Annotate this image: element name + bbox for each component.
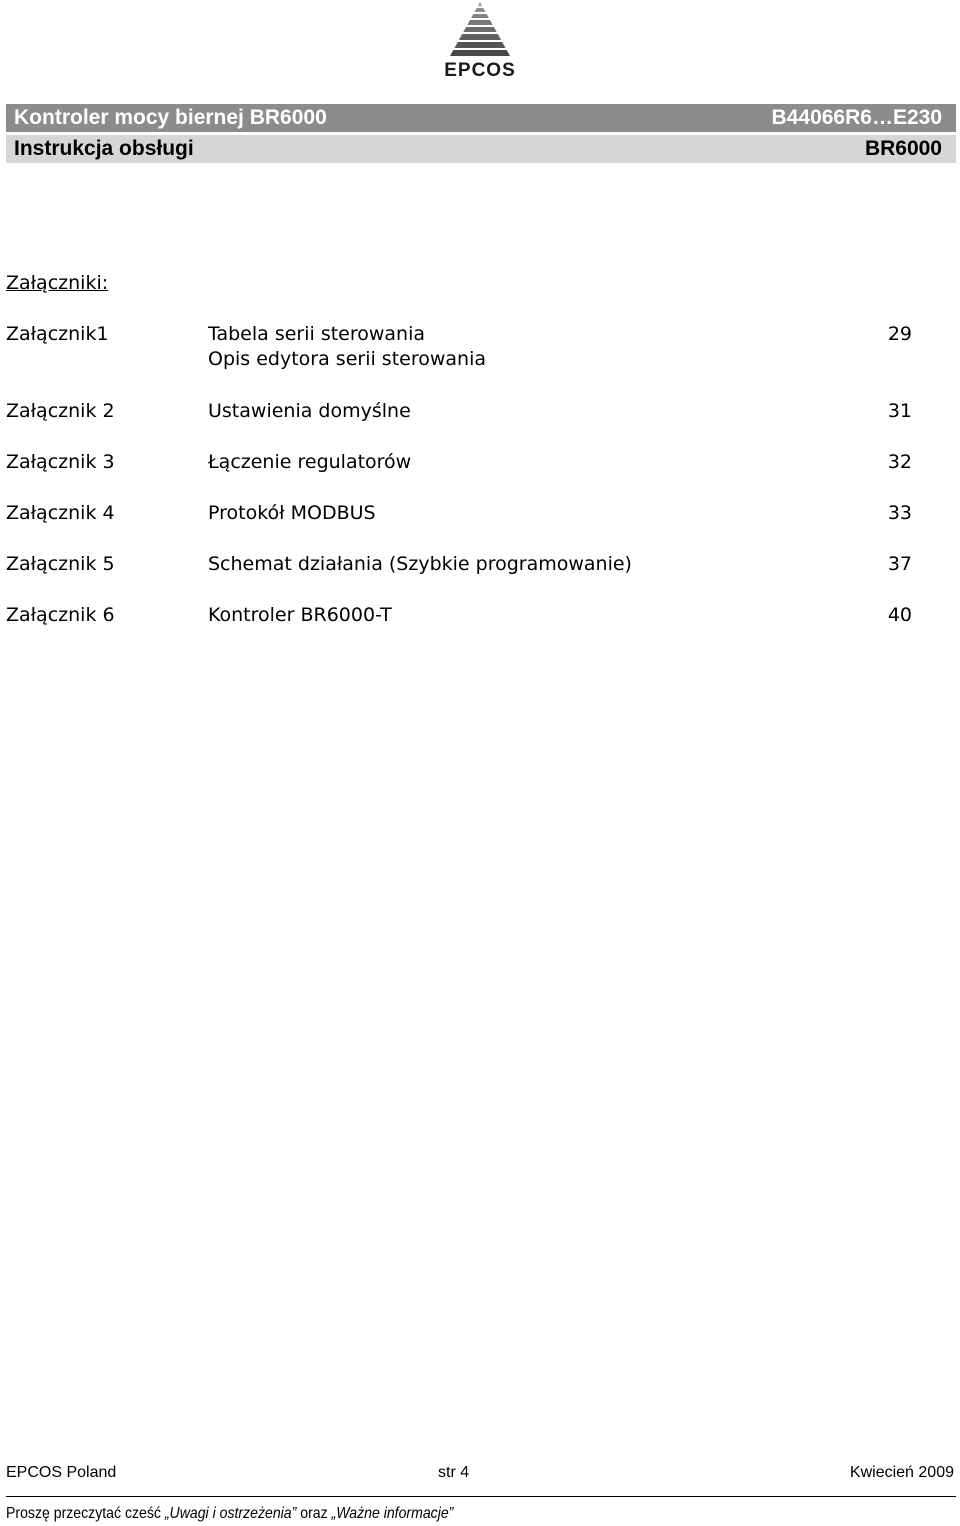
- epcos-triangle-icon: [430, 0, 530, 62]
- attachment-title-second-line: Opis edytora serii sterowania: [208, 348, 486, 370]
- attachment-label: Załącznik1: [6, 323, 109, 345]
- attachment-label: Załącznik 2: [6, 400, 115, 422]
- footer-date: Kwiecień 2009: [849, 1464, 954, 1481]
- document-title: Kontroler mocy biernej BR6000: [14, 106, 327, 129]
- attachment-page: 31: [887, 400, 912, 422]
- logo-wordmark: EPCOS: [444, 60, 516, 81]
- product-code: B44066R6…E230: [771, 106, 942, 129]
- attachment-title: Schemat działania (Szybkie programowanie): [208, 553, 632, 575]
- attachment-page: 32: [887, 451, 912, 473]
- footer-note-prefix: Proszę przeczytać cześć: [6, 1505, 161, 1522]
- attachment-page: 29: [887, 323, 912, 345]
- model-name: BR6000: [864, 137, 942, 160]
- footer-note: [6, 1505, 453, 1523]
- document-subtitle: Instrukcja obsługi: [14, 137, 194, 160]
- header-title-bar: [6, 104, 956, 132]
- attachment-page: 40: [887, 604, 912, 626]
- footer-note-warnings: „Uwagi i ostrzeżenia”: [164, 1505, 297, 1522]
- attachment-page: 37: [887, 553, 912, 575]
- attachment-title: Łączenie regulatorów: [208, 451, 412, 473]
- footer-note-conjunction: oraz: [300, 1505, 328, 1522]
- attachment-title: Tabela serii sterowania: [208, 323, 426, 345]
- attachment-label: Załącznik 5: [6, 553, 115, 575]
- attachment-label: Załącznik 4: [6, 502, 115, 524]
- footer-divider: [6, 1496, 956, 1497]
- footer-company: EPCOS Poland: [6, 1464, 117, 1481]
- attachment-title: Protokół MODBUS: [208, 502, 376, 524]
- attachments-heading: Załączniki:: [6, 272, 109, 294]
- footer-page-number: str 4: [438, 1464, 470, 1481]
- attachment-label: Załącznik 3: [6, 451, 115, 473]
- footer-note-important-info: „Ważne informacje”: [331, 1505, 454, 1522]
- page-footer: [6, 1464, 954, 1486]
- attachment-title: Ustawienia domyślne: [208, 400, 411, 422]
- attachment-page: 33: [887, 502, 912, 524]
- attachment-label: Załącznik 6: [6, 604, 115, 626]
- header-subtitle-bar: [6, 135, 956, 163]
- attachment-title: Kontroler BR6000-T: [208, 604, 392, 626]
- epcos-logo: [430, 0, 530, 84]
